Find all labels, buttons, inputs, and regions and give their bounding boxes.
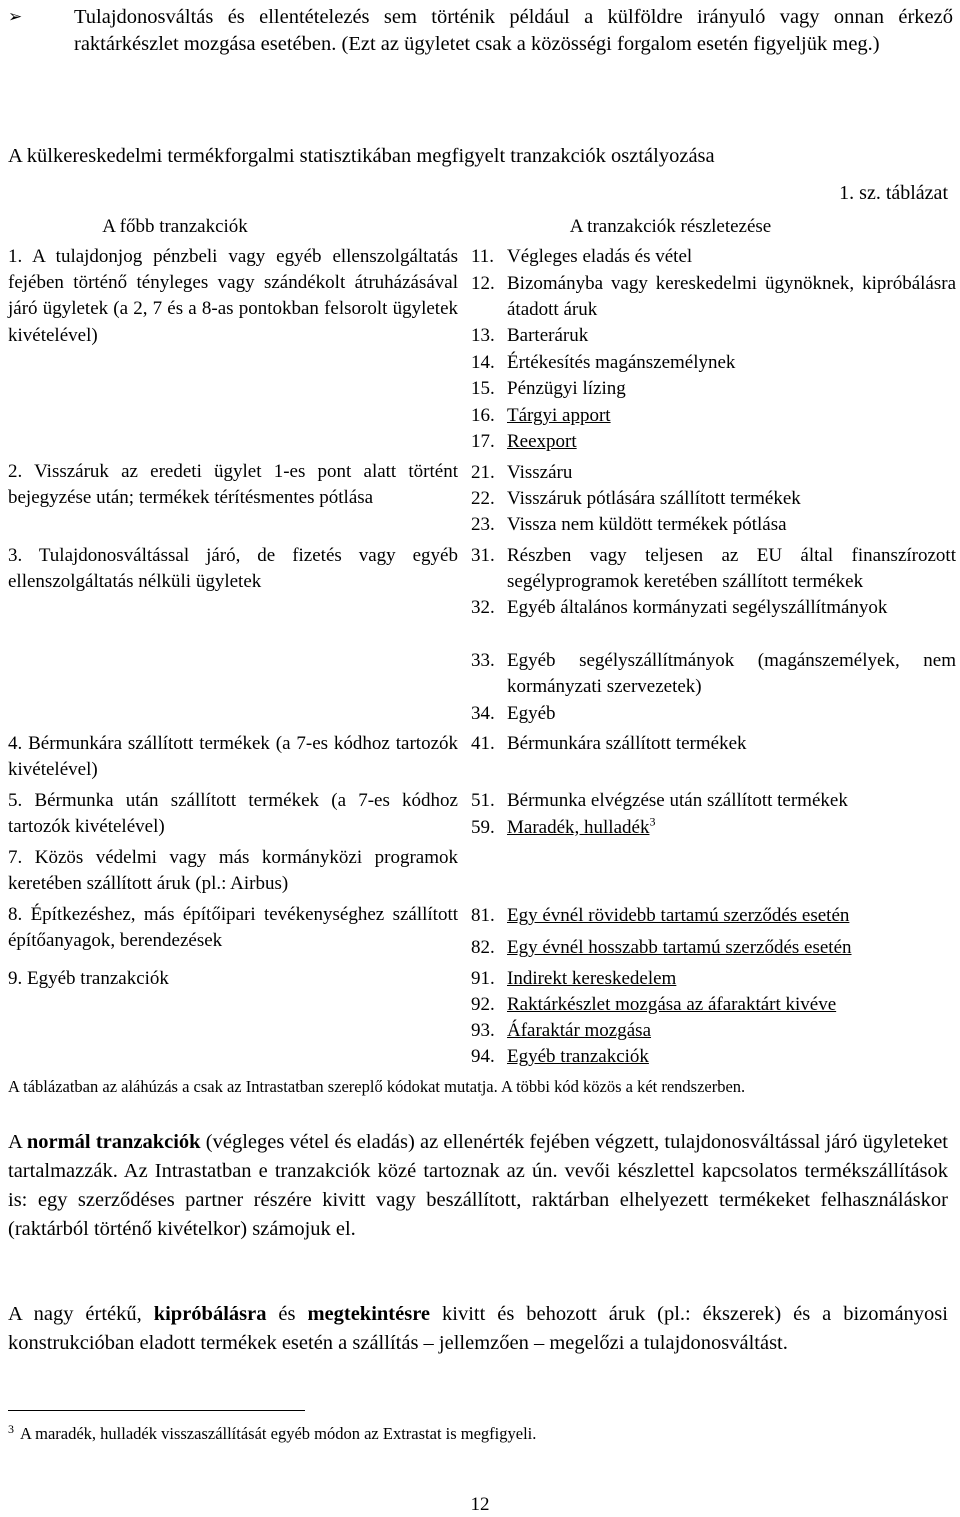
detail-item-32: 32. Egyéb általános kormányzati segélyszállítmányok xyxy=(471,597,888,618)
table-number: 1. sz. táblázat xyxy=(839,182,948,204)
detail-item-15: 15. Pénzügyi lízing xyxy=(471,378,626,399)
table-note: A táblázatban az aláhúzás a csak az Intrastatban szereplő kódokat mutatja. A többi kód közös a két rendszerben. xyxy=(8,1077,746,1096)
detail-item-93: 93. Áfaraktár mozgása xyxy=(471,1020,652,1041)
bullet-paragraph xyxy=(8,4,953,58)
detail-item-12: 12. Bizományba vagy kereskedelmi ügynöknek, kipróbálásra átadott áruk xyxy=(471,273,956,321)
detail-item-51: 51. Bérmunka elvégzése után szállított termékek xyxy=(471,790,848,811)
detail-item-22: 22. Visszáruk pótlására szállított termékek xyxy=(471,488,801,509)
footnote-text: A maradék, hulladék visszaszállítását egyéb módon az Extrastat is megfigyeli. xyxy=(20,1424,537,1443)
footnote-ref: 3 xyxy=(649,814,656,829)
arrow-bullet-icon: ➢ xyxy=(8,7,23,27)
main-transaction-1: 1. A tulajdonjog pénzbeli vagy egyéb ellenszolgáltatás fejében történő tényleges vagy szándékolt átruházásával járó ügyletek (a 2, 7 és a 8-as pontokban felsorolt ügyletek kivételével) xyxy=(8,246,458,346)
footnote-divider xyxy=(8,1410,305,1411)
detail-item-34: 34. Egyéb xyxy=(471,703,556,724)
main-transaction-9: 9. Egyéb tranzakciók xyxy=(8,968,169,989)
paragraph-normal-transactions: A normál tranzakciók (végleges vétel és eladás) az ellenérték fejében végzett, tulajdonosváltással járó ügyleteket tartalmazzák. Az Intrastatban e tranzakciók közé tartoznak az ún. vevői készlettel kapcsolatos termékszállítások is: egy szerződéses partner részére kivitt vagy beszállított, raktárban elhelyezett termékeket felhasználáskor (raktárból történő kivételkor) számojuk el. xyxy=(8,1131,948,1240)
detail-item-41: 41. Bérmunkára szállított termékek xyxy=(471,733,747,754)
detail-item-11: 11. Végleges eladás és vétel xyxy=(471,246,693,267)
detail-item-82: 82. Egy évnél hosszabb tartamú szerződés esetén xyxy=(471,937,852,958)
main-transaction-3: 3. Tulajdonosváltással járó, de fizetés vagy egyéb ellenszolgáltatás nélküli ügyletek xyxy=(8,545,458,593)
detail-item-21: 21. Visszáru xyxy=(471,462,573,483)
footnote-mark: 3 xyxy=(8,1421,14,1436)
detail-item-81: 81. Egy évnél rövidebb tartamú szerződés esetén xyxy=(471,905,850,926)
main-transaction-2: 2. Visszáruk az eredeti ügylet 1-es pont alatt történt bejegyzése után; termékek térítésmentes pótlása xyxy=(8,461,458,509)
main-transaction-8: 8. Építkezéshez, más építőipari tevékenységhez szállított építőanyagok, berendezések xyxy=(8,904,458,952)
detail-item-14: 14. Értékesítés magánszemélynek xyxy=(471,352,736,373)
main-transaction-4: 4. Bérmunkára szállított termékek (a 7-es kódhoz tartozók kivételével) xyxy=(8,733,458,781)
detail-item-94: 94. Egyéb tranzakciók xyxy=(471,1046,649,1067)
detail-item-59: 59. Maradék, hulladék$^3$ xyxy=(471,814,656,838)
detail-item-33: 33. Egyéb segélyszállítmányok (magánszemélyek, nem kormányzati szervezetek) xyxy=(471,650,956,698)
detail-item-91: 91. Indirekt kereskedelem xyxy=(471,968,677,989)
bullet-text: Tulajdonosváltás és ellentételezés sem történik például a külföldre irányuló vagy onnan érkező raktárkészlet mozgása esetében. (Ezt az ügyletet csak a közösségi forgalom esetén figyeljük meg.) xyxy=(74,6,953,55)
detail-item-16: 16. Tárgyi apport xyxy=(471,405,611,426)
table-header-left: A főbb tranzakciók xyxy=(102,216,248,237)
detail-item-13: 13. Barteráruk xyxy=(471,325,589,346)
page-number: 12 xyxy=(470,1494,490,1515)
paragraph-high-value: A nagy értékű, kipróbálásra és megtekintésre kivitt és behozott áruk (pl.: ékszerek) és a bizományosi konstrukcióban eladott termékek esetén a szállítás – jellemzően – megelőzi a tulajdonosváltást. xyxy=(8,1303,948,1354)
table-header-right: A tranzakciók részletezése xyxy=(569,216,772,237)
table-title: A külkereskedelmi termékforgalmi statisztikában megfigyelt tranzakciók osztályozása xyxy=(8,145,715,167)
detail-item-17: 17. Reexport xyxy=(471,431,577,452)
detail-item-92: 92. Raktárkészlet mozgása az áfaraktárt kivéve xyxy=(471,994,837,1015)
footnote xyxy=(8,1422,536,1446)
detail-item-31: 31. Részben vagy teljesen az EU által finanszírozott segélyprogramok keretében szállított termékek xyxy=(471,545,956,593)
main-transaction-5: 5. Bérmunka után szállított termékek (a 7-es kódhoz tartozók kivételével) xyxy=(8,790,458,838)
main-transaction-7: 7. Közös védelmi vagy más kormányközi programok keretében szállított áruk (pl.: Airbus) xyxy=(8,847,458,895)
detail-item-23: 23. Vissza nem küldött termékek pótlása xyxy=(471,514,787,535)
